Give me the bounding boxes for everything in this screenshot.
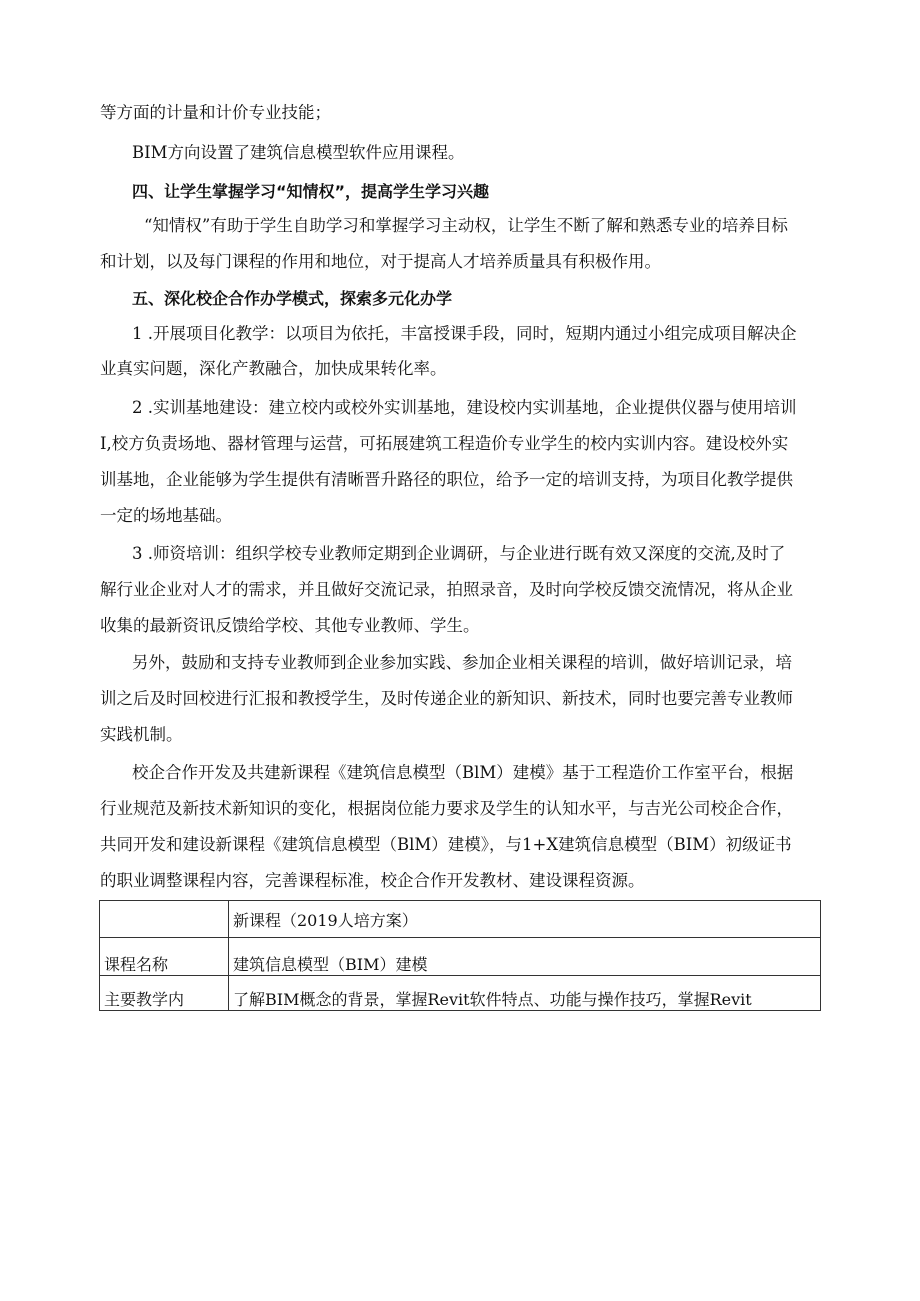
table-cell-label: 课程名称 xyxy=(100,938,229,976)
section-heading-5: 五、深化校企合作办学模式，探索多元化办学 xyxy=(132,289,453,308)
paragraph-line: 等方面的计量和计价专业技能； xyxy=(100,103,331,122)
paragraph-line: 行业规范及新技术新知识的变化，根据岗位能力要求及学生的认知水平，与吉光公司校企合作， xyxy=(100,799,793,818)
paragraph-line: 1 .开展项目化教学：以项目为依托，丰富授课手段，同时，短期内通过小组完成项目解决企 xyxy=(132,324,797,343)
paragraph-line: 和计划，以及每门课程的作用和地位，对于提高人才培养质量具有积极作用。 xyxy=(100,252,661,271)
paragraph-line: 另外，鼓励和支持专业教师到企业参加实践、参加企业相关课程的培训，做好培训记录，培 xyxy=(132,653,792,672)
paragraph-line: 训基地，企业能够为学生提供有清晰晋升路径的职位，给予一定的培训支持，为项目化教学提供 xyxy=(100,470,793,489)
paragraph-line: 校企合作开发及共建新课程《建筑信息模型（BlM）建模》基于工程造价工作室平台，根据 xyxy=(132,763,794,782)
table-row xyxy=(100,938,821,976)
paragraph-line: 一定的场地基础。 xyxy=(100,506,232,525)
paragraph-line: 解行业企业对人才的需求，并且做好交流记录，拍照录音，及时向学校反馈交流情况，将从企业 xyxy=(100,580,793,599)
paragraph-line: 3 .师资培训：组织学校专业教师定期到企业调研，与企业进行既有效又深度的交流,及时了 xyxy=(132,544,786,563)
paragraph-line: “知情权”有助于学生自助学习和掌握学习主动权，让学生不断了解和熟悉专业的培养目标 xyxy=(144,216,788,235)
paragraph-line: 2 .实训基地建设：建立校内或校外实训基地，建设校内实训基地，企业提供仪器与使用培训 xyxy=(132,398,797,417)
table-row xyxy=(100,901,821,938)
paragraph-line: 实践机制。 xyxy=(100,725,183,744)
course-table xyxy=(99,900,821,1011)
paragraph-line: 业真实问题，深化产教融合，加快成果转化率。 xyxy=(100,359,447,378)
paragraph-line: BIM方向设置了建筑信息模型软件应用课程。 xyxy=(132,143,465,162)
paragraph-line: 的职业调整课程内容，完善课程标准，校企合作开发教材、建设课程资源。 xyxy=(100,871,645,890)
table-row xyxy=(100,976,821,1011)
table-cell-label: 主要教学内 xyxy=(100,976,229,1011)
table-cell-value: 了解BIM概念的背景，掌握Revit软件特点、功能与操作技巧，掌握Revit xyxy=(229,976,821,1011)
paragraph-line: 收集的最新资讯反馈给学校、其他专业教师、学生。 xyxy=(100,616,480,635)
paragraph-line: 训之后及时回校进行汇报和教授学生，及时传递企业的新知识、新技术，同时也要完善专业教师 xyxy=(100,689,793,708)
section-heading-4: 四、让学生掌握学习“知情权”，提高学生学习兴趣 xyxy=(132,182,490,201)
table-cell-label xyxy=(100,901,229,938)
paragraph-line: 共同开发和建设新课程《建筑信息模型（BlM）建模》，与1+X建筑信息模型（BIM）初级证书 xyxy=(100,835,792,854)
table-cell-value: 新课程（2019人培方案） xyxy=(229,901,821,938)
table-cell-value: 建筑信息模型（BIM）建模 xyxy=(229,938,821,976)
paragraph-line: I,校方负责场地、器材管理与运营，可拓展建筑工程造价专业学生的校内实训内容。建设校外实 xyxy=(100,434,789,453)
